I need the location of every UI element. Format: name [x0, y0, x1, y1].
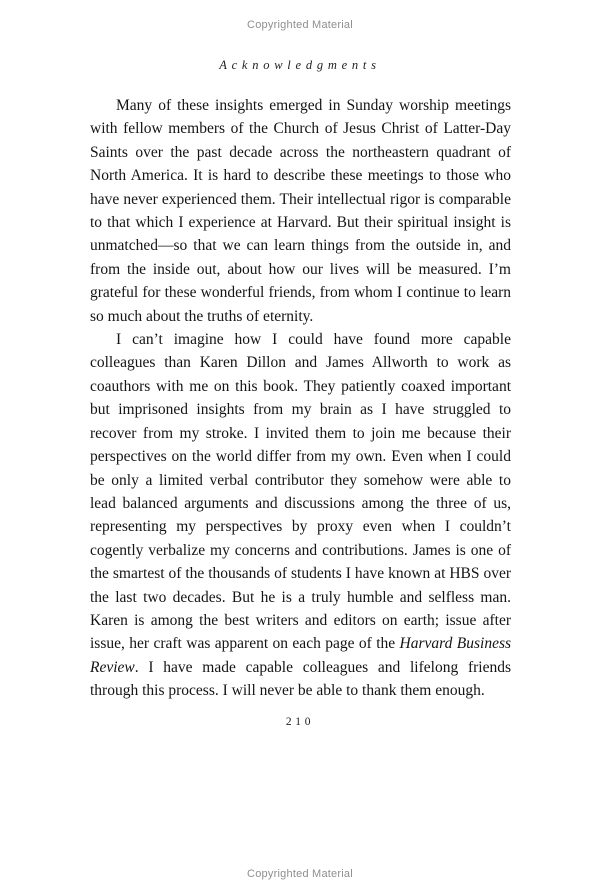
- paragraph-2-text-after-italic: . I have made capable colleagues and lifelong friends through this process. I will never be able to thank them enough.: [90, 658, 511, 700]
- paragraph-2-text-before-italic: I can’t imagine how I could have found more capable colleagues than Karen Dillon and James Allworth to work as coauthors with me on this book. They patiently coaxed important but imprisoned insights from my brain as I have struggled to recover from my stroke. I invited them to join me because their perspectives on the world differ from my own. Even when I could be only a limited verbal contributor they somehow were able to lead balanced arguments and discussions among the three of us, representing my perspectives by proxy even when I couldn’t cogently verbalize my concerns and contributions. James is one of the smartest of the thousands of students I have known at HBS over the last two decades. But he is a truly humble and selfless man. Karen is among the best writers and editors on earth; issue after issue, her craft was apparent on each page of the: [90, 331, 511, 653]
- chapter-header: Acknowledgments: [219, 58, 381, 72]
- copyright-notice-bottom: Copyrighted Material: [247, 868, 353, 880]
- journal-title-italic: Harvard Business Review: [90, 635, 512, 676]
- paragraph-2: [90, 328, 511, 703]
- paragraph-1: Many of these insights emerged in Sunday worship meetings with fellow members of the Church of Jesus Christ of Latter-Day Saints over the past decade across the northeastern quadrant of North America. It is hard to describe these meetings to those who have never experienced them. Their intellectual rigor is comparable to that which I experience at Harvard. But their spiritual insight is unmatched—so that we can learn things from the outside in, and from the inside out, about how our lives will be measured. I’m grateful for these wonderful friends, from whom I continue to learn so much about the truths of eternity.: [90, 97, 511, 325]
- copyright-notice-top: Copyrighted Material: [247, 19, 353, 31]
- page-number: 210: [285, 715, 315, 728]
- body-text: [0, 94, 600, 703]
